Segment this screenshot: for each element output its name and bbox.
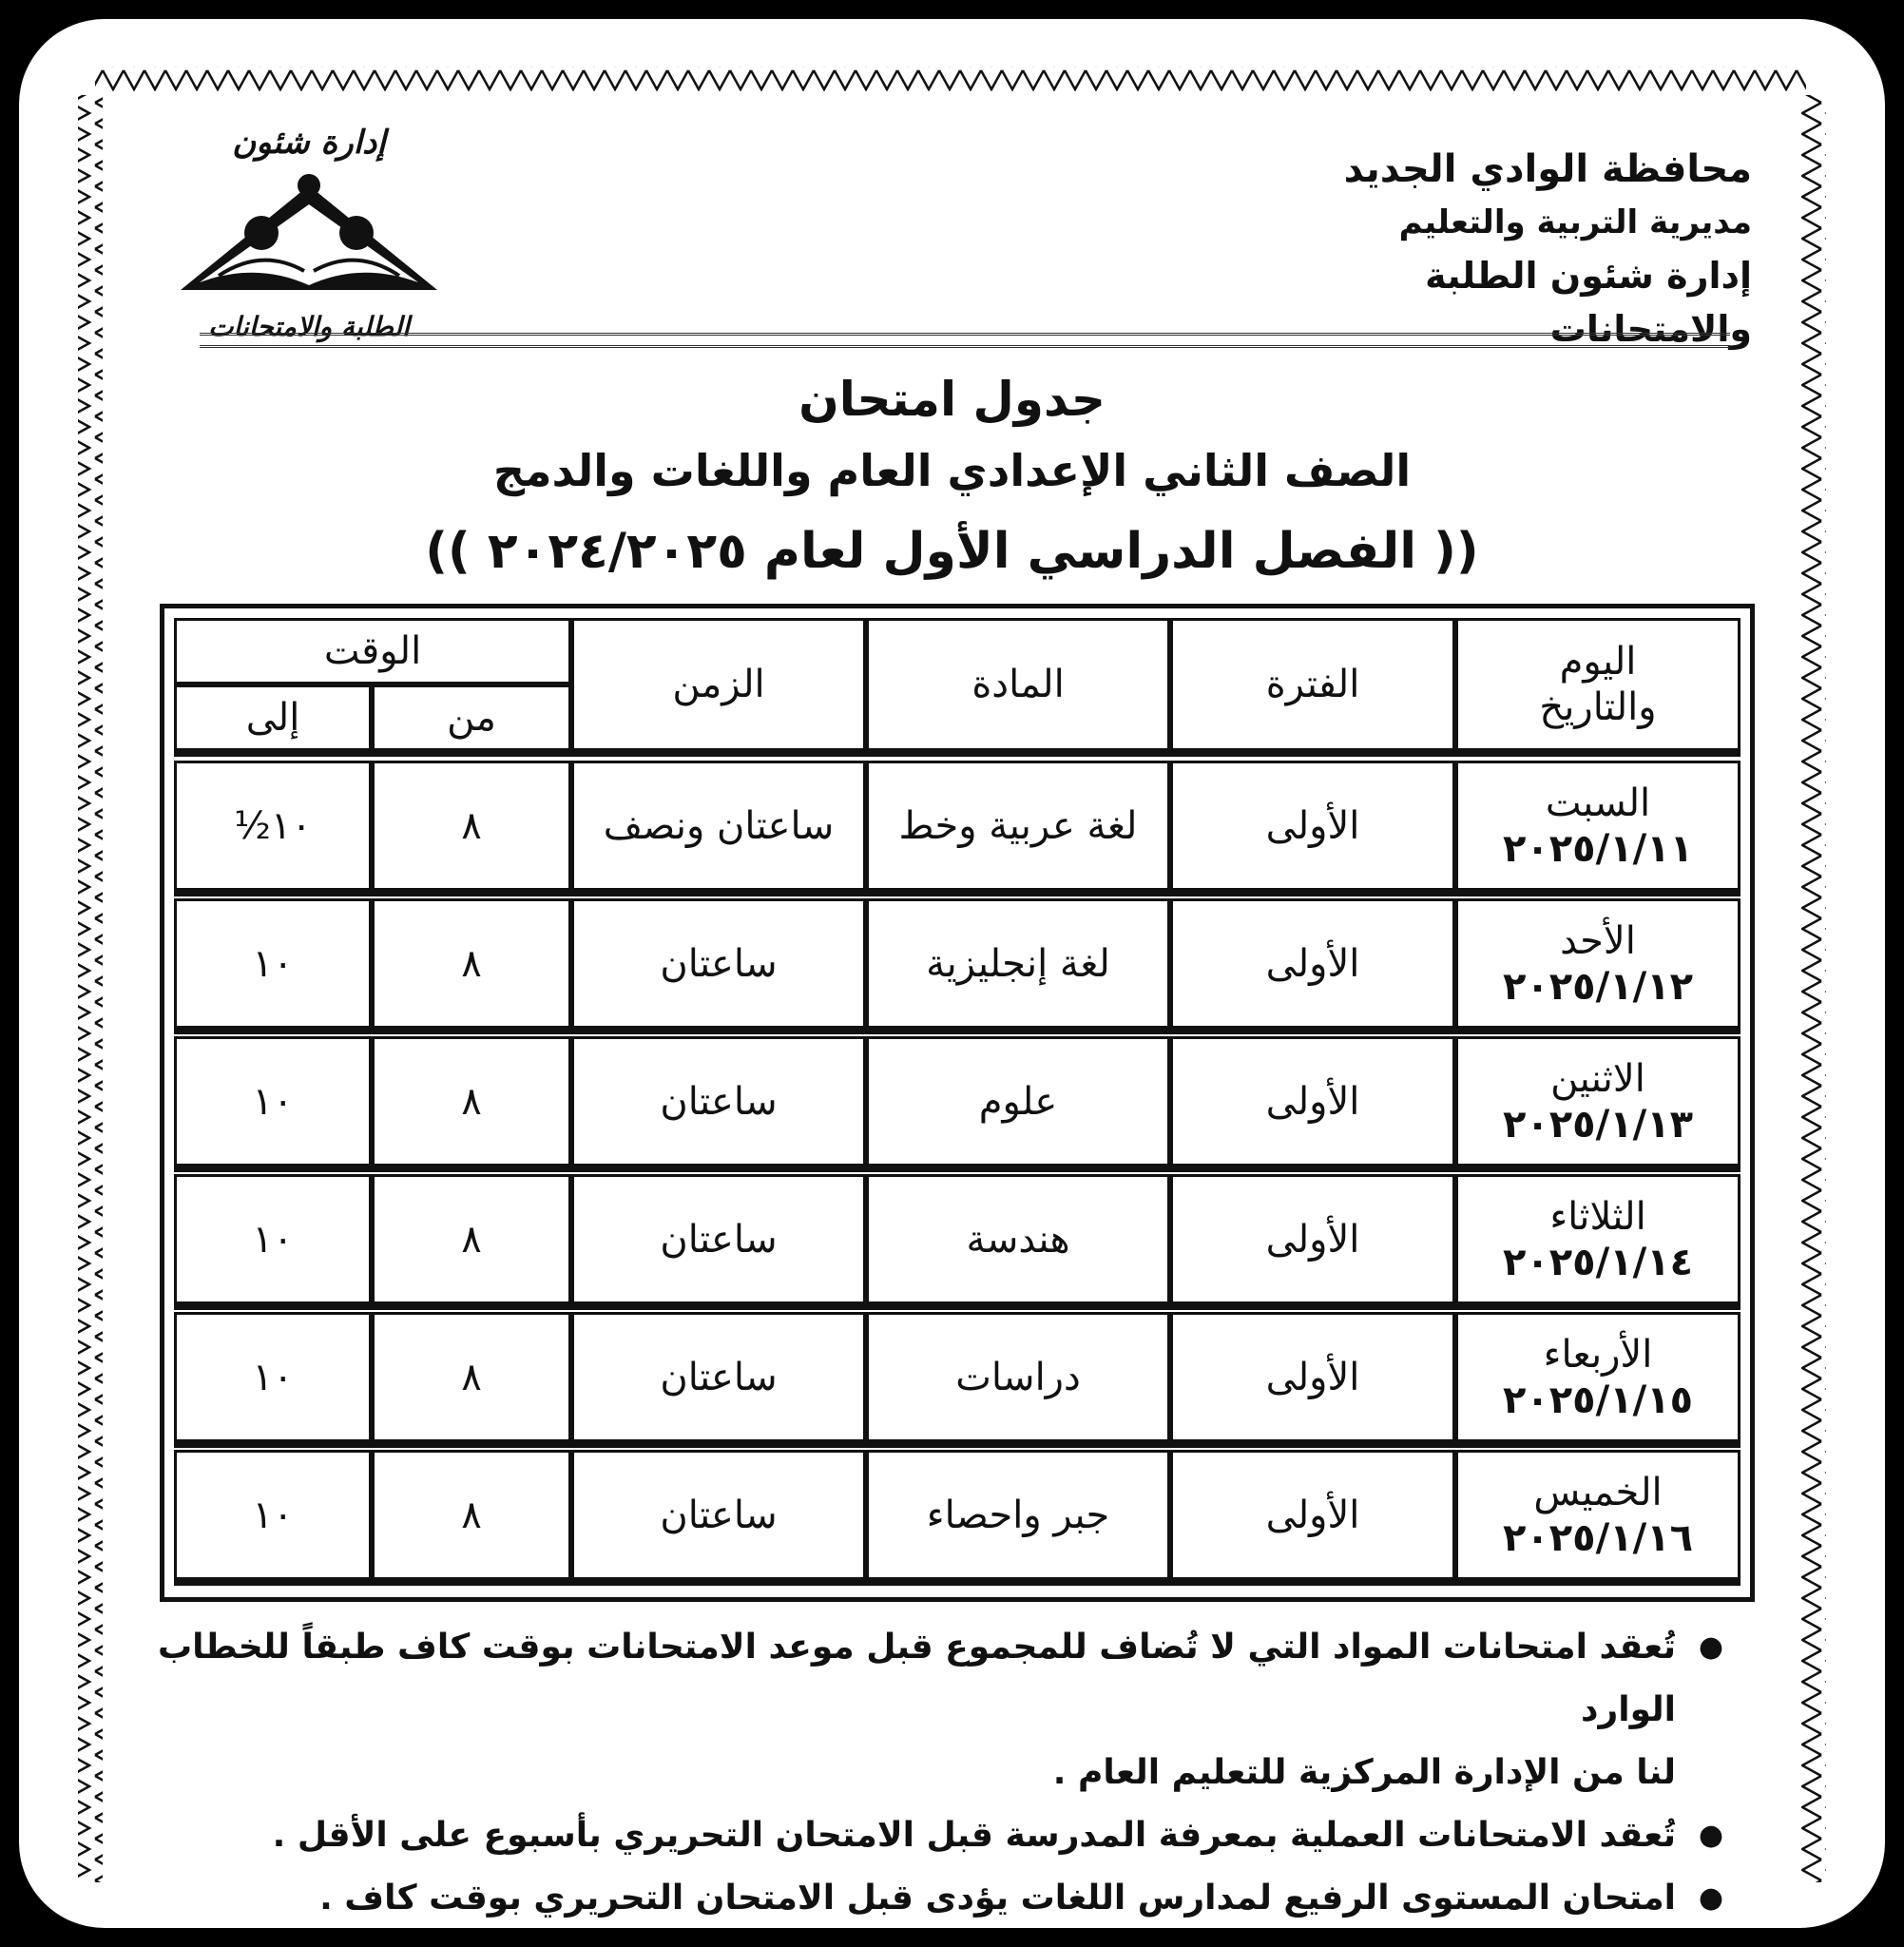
row-time-from: ٨: [372, 1450, 571, 1580]
day-name: الأحد: [1560, 918, 1636, 963]
day-name: الأربعاء: [1543, 1332, 1653, 1377]
row-time-to: ١٠: [174, 1036, 372, 1166]
row-subject: جبر واحصاء: [866, 1450, 1170, 1580]
header-separator: [200, 333, 1730, 348]
row-subject: علوم: [866, 1036, 1170, 1166]
row-period: الأولى: [1170, 1450, 1455, 1580]
header-period: الفترة: [1170, 618, 1455, 751]
header-duration: الزمن: [571, 618, 866, 751]
header-divider: [174, 751, 1741, 757]
row-subject: دراسات: [866, 1312, 1170, 1442]
row-time-to: ١٠½: [174, 761, 372, 891]
row-divider: [174, 891, 1741, 896]
exam-date: ٢٠٢٥/١/١٥: [1502, 1378, 1694, 1422]
day-name: الخميس: [1533, 1470, 1663, 1514]
term-title: (( الفصل الدراسي الأول لعام ٢٠٢٤/٢٠٢٥ )): [425, 523, 1479, 580]
note-text: تُعقد امتحانات المواد التي لا تُضاف للمجموع قبل موعد الامتحانات بوقت كاف طبقاً للخطاب الوارد: [158, 1628, 1676, 1729]
row-period: الأولى: [1170, 761, 1455, 891]
bullet-icon: ●: [1698, 1881, 1723, 1915]
row-period: الأولى: [1170, 1036, 1455, 1166]
row-day-date: [1455, 1450, 1741, 1580]
row-period: الأولى: [1170, 1312, 1455, 1442]
exam-date: ٢٠٢٥/١/١٦: [1502, 1515, 1694, 1560]
bullet-icon: ●: [1698, 1819, 1723, 1852]
row-divider: [174, 1029, 1741, 1034]
header-day-date-line: اليوم: [1559, 640, 1637, 684]
note-text: تُعقد الامتحانات العملية بمعرفة المدرسة قبل الامتحان التحريري بأسبوع على الأقل .: [272, 1816, 1676, 1855]
note-text: لنا من الإدارة المركزية للتعليم العام .: [1052, 1753, 1676, 1792]
note-item: [145, 1867, 1723, 1928]
day-name: الثلاثاء: [1549, 1194, 1646, 1239]
note-text: امتحان المستوى الرفيع لمدارس اللغات يؤدى قبل الامتحان التحريري بوقت كاف .: [319, 1879, 1676, 1918]
document-sheet: [19, 19, 1885, 1928]
header-from: من: [372, 684, 571, 751]
exam-date: ٢٠٢٥/١/١٤: [1502, 1240, 1694, 1284]
issuer-header: [1258, 143, 1752, 356]
row-duration: ساعتان: [571, 1036, 866, 1166]
row-day-date: [1455, 761, 1741, 891]
bullet-icon: ●: [1698, 1630, 1723, 1664]
department-name: إدارة شئون الطلبة والامتحانات: [1425, 255, 1752, 350]
page-title: جدول امتحان: [798, 372, 1106, 427]
exam-date: ٢٠٢٥/١/١١: [1502, 826, 1694, 871]
row-duration: ساعتان: [571, 1174, 866, 1304]
row-day-date: [1455, 898, 1741, 1029]
row-time-to: ١٠: [174, 1174, 372, 1304]
logo-bottom-text: الطلبة والامتحانات: [208, 311, 410, 342]
row-day-date: [1455, 1036, 1741, 1166]
header-subject: المادة: [866, 618, 1170, 751]
row-time-from: ٨: [372, 1174, 571, 1304]
exam-date: ٢٠٢٥/١/١٣: [1502, 1102, 1694, 1147]
note-item-continued: [145, 1742, 1723, 1804]
row-divider: [174, 1166, 1741, 1172]
document-titles: [19, 366, 1885, 594]
row-time-from: ٨: [372, 898, 571, 1029]
grade-title: الصف الثاني الإعدادي العام واللغات والدمج: [492, 445, 1412, 496]
note-item: [145, 1804, 1723, 1867]
row-divider: [174, 1304, 1741, 1310]
row-time-to: ١٠: [174, 1312, 372, 1442]
row-day-date: [1455, 1312, 1741, 1442]
row-duration: ساعتان: [571, 1312, 866, 1442]
day-name: السبت: [1545, 781, 1651, 825]
row-time-to: ١٠: [174, 1450, 372, 1580]
governorate-name: محافظة الوادي الجديد: [1343, 147, 1752, 191]
department-logo: [152, 124, 466, 342]
note-item: [145, 1616, 1723, 1742]
logo-top-text: إدارة شئون: [232, 124, 386, 162]
row-divider: [174, 1580, 1741, 1586]
exam-date: ٢٠٢٥/١/١٢: [1502, 964, 1694, 1009]
row-period: الأولى: [1170, 1174, 1455, 1304]
exam-schedule-table: [160, 604, 1755, 1602]
header-time: الوقت: [174, 618, 571, 684]
directorate-name: مديرية التربية والتعليم: [1398, 203, 1752, 241]
row-subject: لغة عربية وخط: [866, 761, 1170, 891]
row-time-from: ٨: [372, 761, 571, 891]
row-time-to: ١٠: [174, 898, 372, 1029]
row-subject: لغة إنجليزية: [866, 898, 1170, 1029]
row-subject: هندسة: [866, 1174, 1170, 1304]
row-duration: ساعتان ونصف: [571, 761, 866, 891]
row-day-date: [1455, 1174, 1741, 1304]
row-duration: ساعتان: [571, 1450, 866, 1580]
row-time-from: ٨: [372, 1312, 571, 1442]
row-time-from: ٨: [372, 1036, 571, 1166]
row-divider: [174, 1442, 1741, 1448]
header-to: إلى: [174, 684, 372, 751]
day-name: الاثنين: [1550, 1056, 1645, 1101]
notes-list: [145, 1616, 1723, 1928]
header-day-date-line: والتاريخ: [1539, 685, 1657, 729]
row-duration: ساعتان: [571, 898, 866, 1029]
open-book-icon: [171, 166, 447, 299]
row-period: الأولى: [1170, 898, 1455, 1029]
header-day-date: [1455, 618, 1741, 751]
